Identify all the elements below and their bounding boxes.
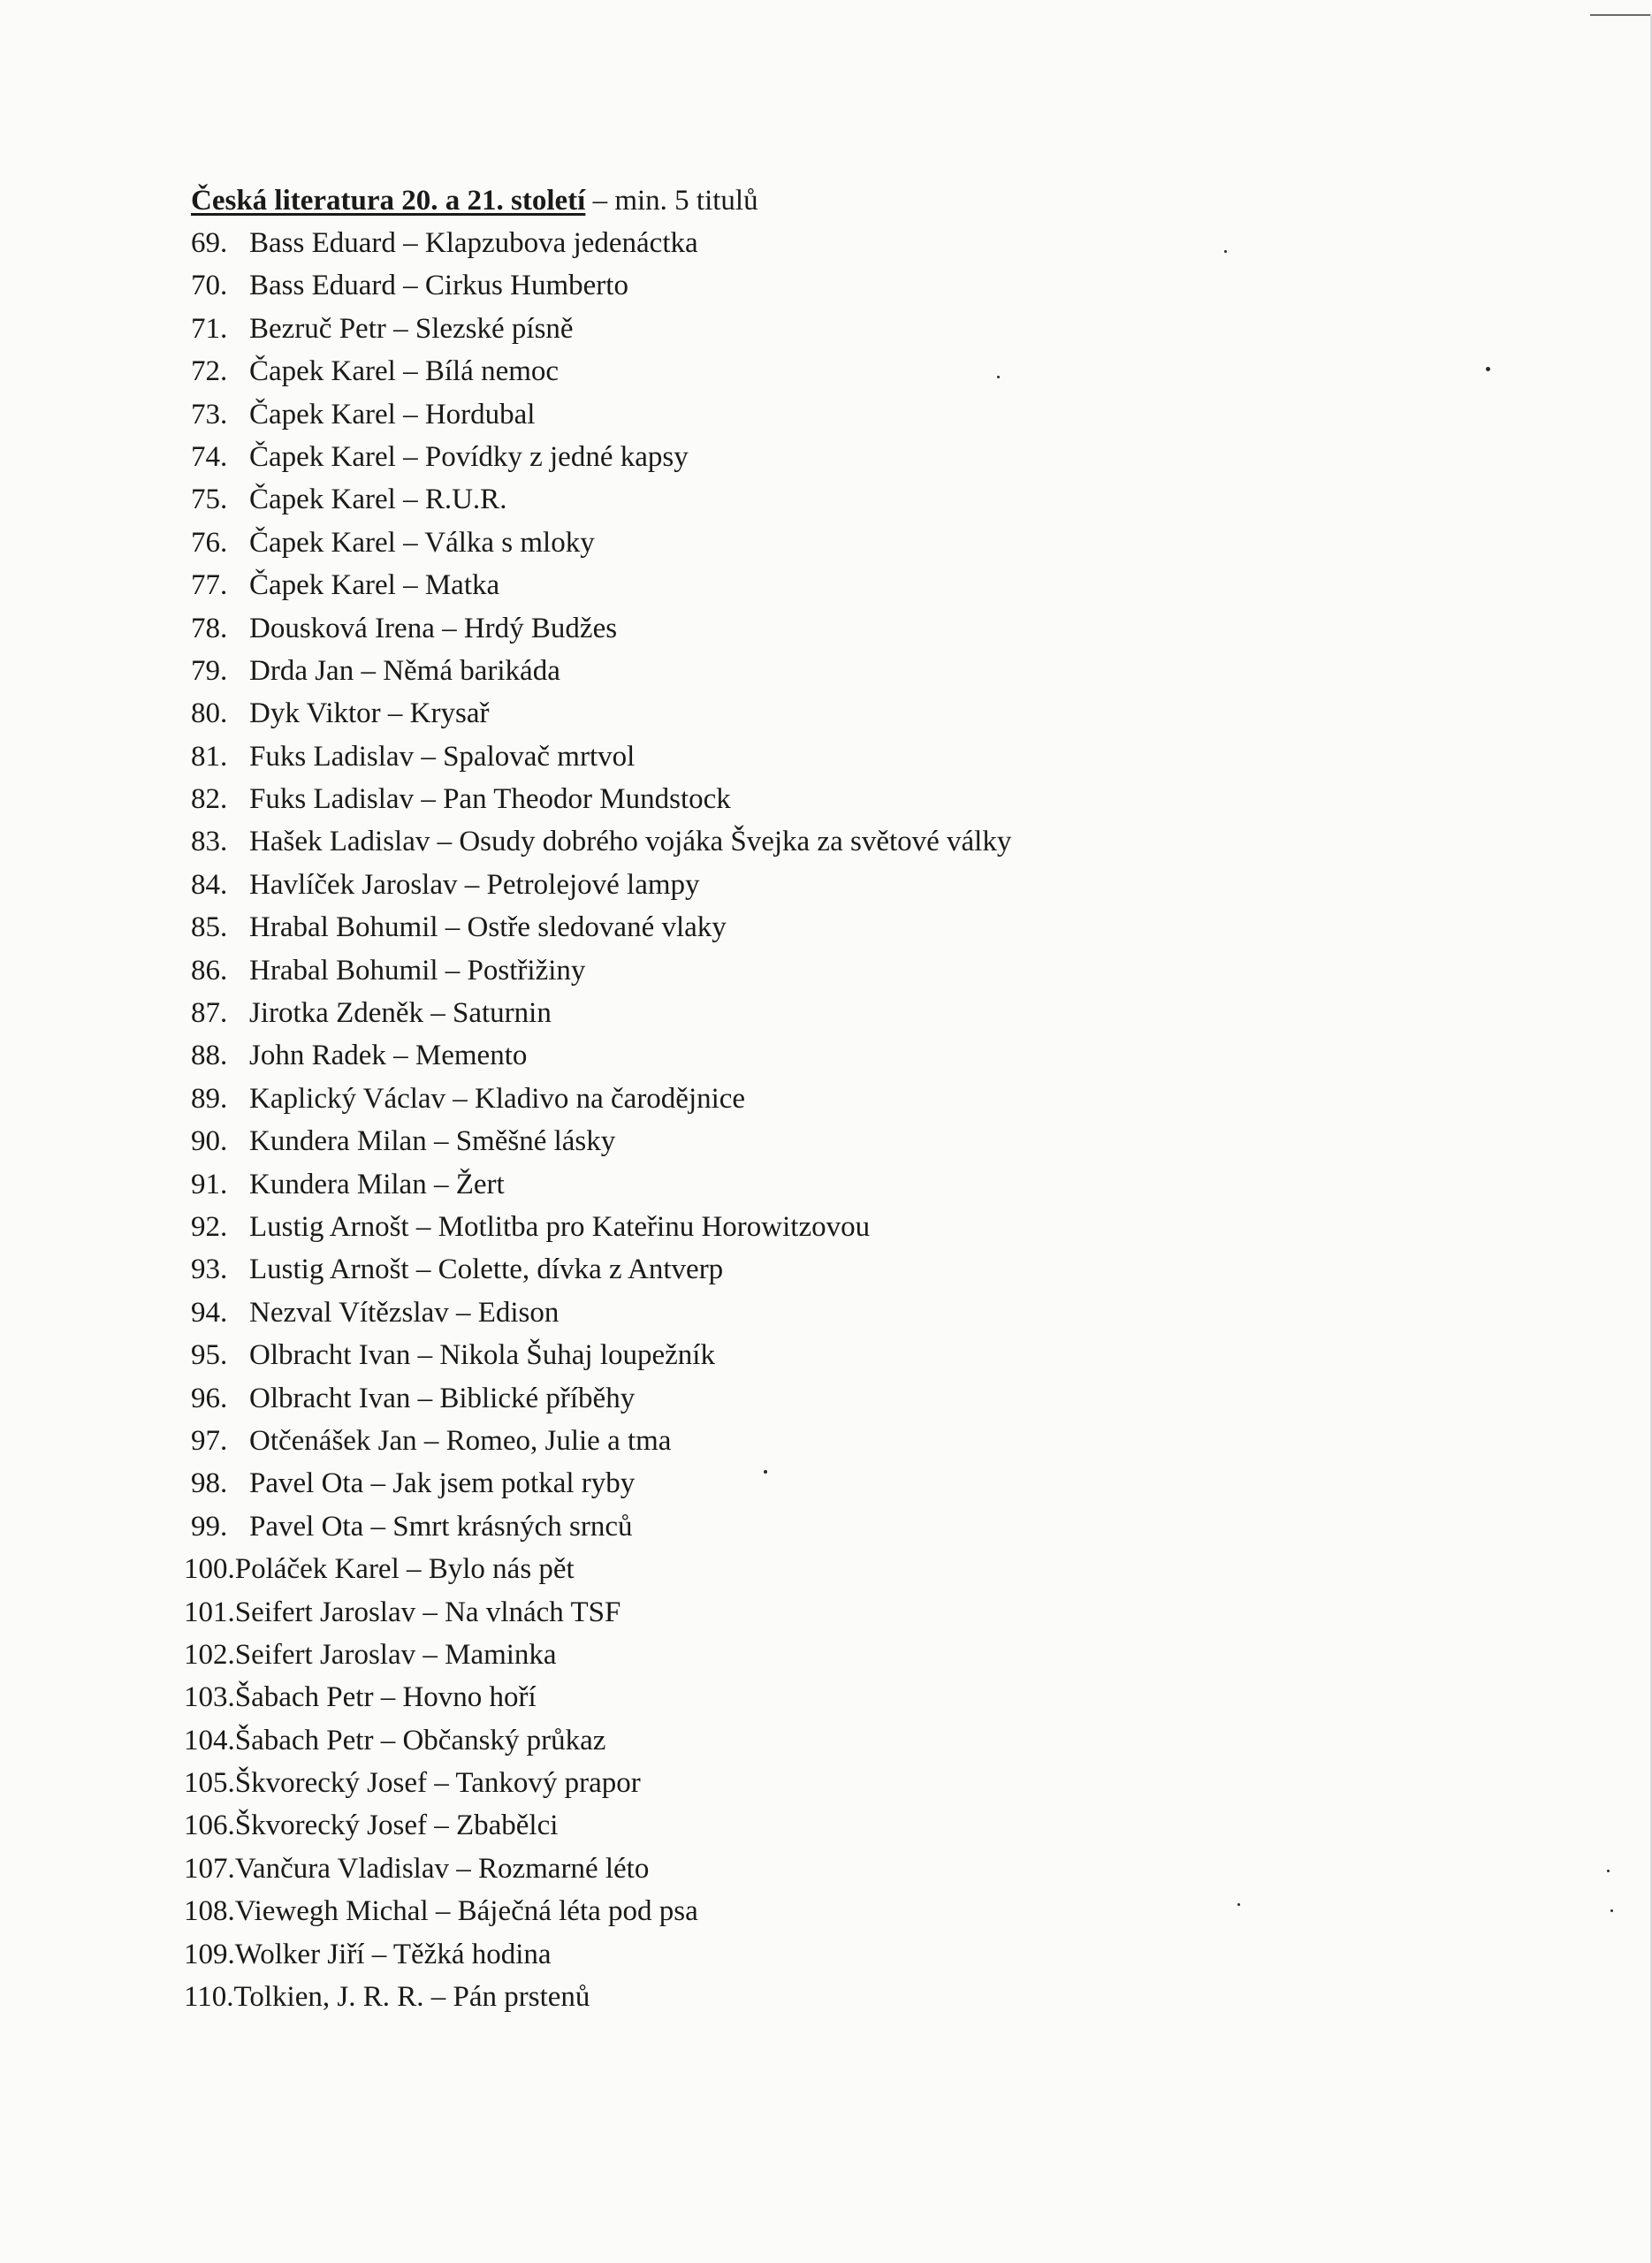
- list-item: [191, 222, 1517, 264]
- list-item-text: Škvorecký Josef – Tankový prapor: [234, 1767, 641, 1800]
- list-item: [191, 1078, 1517, 1120]
- list-item: [184, 1548, 1517, 1590]
- list-item-number: 81.: [191, 740, 228, 773]
- list-item-text: Hrabal Bohumil – Ostře sledované vlaky: [249, 911, 727, 944]
- list-item-number: 101.: [184, 1596, 235, 1628]
- list-item-text: Fuks Ladislav – Spalovač mrtvol: [249, 740, 636, 773]
- list-item-number: 80.: [191, 697, 228, 730]
- list-item-text: Lustig Arnošt – Colette, dívka z Antverp: [249, 1253, 724, 1286]
- list-item: [184, 1890, 1517, 1932]
- list-item: [184, 1591, 1517, 1634]
- list-item-text: Pavel Ota – Smrt krásných srnců: [249, 1510, 633, 1543]
- list-item: [191, 1292, 1517, 1334]
- list-item-text: Škvorecký Josef – Zbabělci: [234, 1810, 559, 1842]
- list-item-text: Viewegh Michal – Báječná léta pod psa: [234, 1895, 698, 1928]
- list-item-number: 82.: [191, 783, 228, 816]
- list-item-text: Kaplický Václav – Kladivo na čarodějnice: [249, 1082, 746, 1115]
- list-item-number: 108.: [184, 1895, 235, 1928]
- list-item-text: Bass Eduard – Klapzubova jedenáctka: [249, 227, 698, 259]
- list-item: [191, 1505, 1517, 1548]
- list-item-text: Bezruč Petr – Slezské písně: [249, 312, 574, 345]
- list-item-text: Lustig Arnošt – Motlitba pro Kateřinu Horowitzovou: [249, 1210, 871, 1243]
- list-item-number: 100.: [184, 1553, 235, 1586]
- list-item: [191, 650, 1517, 692]
- list-item: [191, 949, 1517, 992]
- list-item: [191, 820, 1517, 863]
- list-item-number: 89.: [191, 1082, 228, 1115]
- list-item-text: Šabach Petr – Občanský průkaz: [234, 1724, 606, 1756]
- list-item-number: 102.: [184, 1638, 235, 1671]
- list-item-number: 106.: [184, 1810, 235, 1842]
- list-item-number: 103.: [184, 1681, 235, 1714]
- list-item: [184, 1762, 1517, 1804]
- list-item: [191, 992, 1517, 1034]
- list-item: [184, 1933, 1517, 1976]
- list-item: [184, 1848, 1517, 1890]
- list-item: [184, 1676, 1517, 1718]
- list-item: [191, 864, 1517, 906]
- list-item-number: 87.: [191, 997, 228, 1030]
- list-item-text: Hašek Ladislav – Osudy dobrého vojáka Švejka za světové války: [249, 826, 1012, 858]
- list-item-number: 70.: [191, 270, 228, 302]
- list-item-text: Poláček Karel – Bylo nás pět: [234, 1553, 575, 1586]
- list-item-text: Fuks Ladislav – Pan Theodor Mundstock: [249, 783, 731, 816]
- list-item-text: Dyk Viktor – Krysař: [249, 697, 490, 730]
- book-list: [184, 222, 1517, 2018]
- list-item: [191, 522, 1517, 564]
- list-item-number: 88.: [191, 1040, 228, 1072]
- list-item-number: 104.: [184, 1724, 235, 1756]
- scan-page-edge: [1590, 0, 1652, 16]
- list-item-text: Olbracht Ivan – Biblické příběhy: [249, 1382, 636, 1414]
- list-item: [191, 778, 1517, 820]
- list-item-number: 79.: [191, 654, 228, 687]
- list-item-text: Havlíček Jaroslav – Petrolejové lampy: [249, 868, 700, 901]
- list-item: [191, 1377, 1517, 1420]
- list-item-text: Drda Jan – Němá barikáda: [249, 654, 560, 687]
- scan-speck: [1607, 1870, 1610, 1872]
- list-item-text: Jirotka Zdeněk – Saturnin: [249, 997, 552, 1030]
- list-item-text: Tolkien, J. R. R. – Pán prstenů: [233, 1981, 590, 2014]
- list-item-number: 98.: [191, 1467, 228, 1500]
- list-item: [191, 264, 1517, 307]
- list-item-number: 73.: [191, 398, 228, 431]
- list-item: [184, 1804, 1517, 1847]
- list-item-number: 99.: [191, 1510, 228, 1543]
- list-item: [191, 478, 1517, 521]
- list-item: [191, 607, 1517, 650]
- list-item-number: 109.: [184, 1938, 235, 1970]
- list-item-text: Dousková Irena – Hrdý Budžes: [249, 612, 618, 644]
- list-item-number: 75.: [191, 484, 228, 516]
- list-item-text: Čapek Karel – Hordubal: [249, 398, 536, 431]
- list-item: [191, 692, 1517, 735]
- list-item-number: 105.: [184, 1767, 235, 1800]
- list-item-number: 78.: [191, 612, 228, 644]
- list-item-number: 86.: [191, 954, 228, 987]
- list-item-text: Kundera Milan – Směšné lásky: [249, 1125, 616, 1158]
- list-item-text: Wolker Jiří – Těžká hodina: [234, 1938, 552, 1970]
- list-item-text: Nezval Vítězslav – Edison: [249, 1296, 560, 1329]
- list-item: [184, 1976, 1517, 2018]
- list-item: [191, 436, 1517, 478]
- list-item: [191, 906, 1517, 949]
- list-item-text: Kundera Milan – Žert: [249, 1168, 505, 1200]
- list-item-text: Vančura Vladislav – Rozmarné léto: [234, 1852, 650, 1885]
- list-item: [191, 308, 1517, 350]
- section-heading: [191, 179, 1517, 222]
- list-item-text: Seifert Jaroslav – Maminka: [234, 1638, 557, 1671]
- list-item-number: 76.: [191, 526, 228, 559]
- list-item-text: Čapek Karel – Matka: [249, 569, 500, 602]
- list-item-number: 72.: [191, 355, 228, 388]
- list-item: [191, 1206, 1517, 1248]
- list-item-text: Otčenášek Jan – Romeo, Julie a tma: [249, 1424, 672, 1457]
- list-item-number: 85.: [191, 911, 228, 944]
- list-item-number: 94.: [191, 1296, 228, 1329]
- list-item-text: Bass Eduard – Cirkus Humberto: [249, 270, 628, 302]
- list-item-text: Šabach Petr – Hovno hoří: [234, 1681, 537, 1714]
- list-item-number: 91.: [191, 1168, 228, 1200]
- list-item-number: 83.: [191, 826, 228, 858]
- list-item: [191, 1334, 1517, 1376]
- list-item: [184, 1719, 1517, 1762]
- list-item-text: Pavel Ota – Jak jsem potkal ryby: [249, 1467, 636, 1500]
- list-item: [191, 735, 1517, 778]
- list-item: [191, 350, 1517, 392]
- list-item-number: 92.: [191, 1210, 228, 1243]
- list-item-number: 110.: [184, 1981, 234, 2014]
- document-page: [184, 179, 1517, 2018]
- list-item-text: Čapek Karel – R.U.R.: [249, 484, 507, 516]
- list-item-text: Čapek Karel – Povídky z jedné kapsy: [249, 440, 689, 473]
- list-item-number: 74.: [191, 440, 228, 473]
- list-item-text: Čapek Karel – Bílá nemoc: [249, 355, 560, 388]
- list-item: [191, 1248, 1517, 1291]
- section-note: – min. 5 titulů: [585, 185, 758, 217]
- list-item-number: 84.: [191, 868, 228, 901]
- list-item-text: Seifert Jaroslav – Na vlnách TSF: [234, 1596, 621, 1628]
- list-item-number: 93.: [191, 1253, 228, 1286]
- list-item: [191, 393, 1517, 436]
- list-item-number: 97.: [191, 1424, 228, 1457]
- list-item-text: Hrabal Bohumil – Postřižiny: [249, 954, 586, 987]
- list-item-number: 95.: [191, 1339, 228, 1372]
- list-item-number: 107.: [184, 1852, 235, 1885]
- list-item-number: 77.: [191, 569, 228, 602]
- list-item-text: Olbracht Ivan – Nikola Šuhaj loupežník: [249, 1339, 715, 1372]
- list-item: [191, 1462, 1517, 1505]
- list-item: [191, 1034, 1517, 1077]
- list-item: [184, 1634, 1517, 1676]
- list-item-number: 69.: [191, 227, 228, 259]
- list-item-number: 71.: [191, 312, 228, 345]
- list-item: [191, 1120, 1517, 1162]
- list-item-text: John Radek – Memento: [249, 1040, 528, 1072]
- list-item-text: Čapek Karel – Válka s mloky: [249, 526, 595, 559]
- list-item: [191, 1420, 1517, 1462]
- list-item: [191, 564, 1517, 606]
- scan-speck: [1610, 1909, 1613, 1912]
- section-title: Česká literatura 20. a 21. století: [191, 185, 586, 217]
- list-item-number: 96.: [191, 1382, 228, 1414]
- list-item-number: 90.: [191, 1125, 228, 1158]
- list-item: [191, 1163, 1517, 1206]
